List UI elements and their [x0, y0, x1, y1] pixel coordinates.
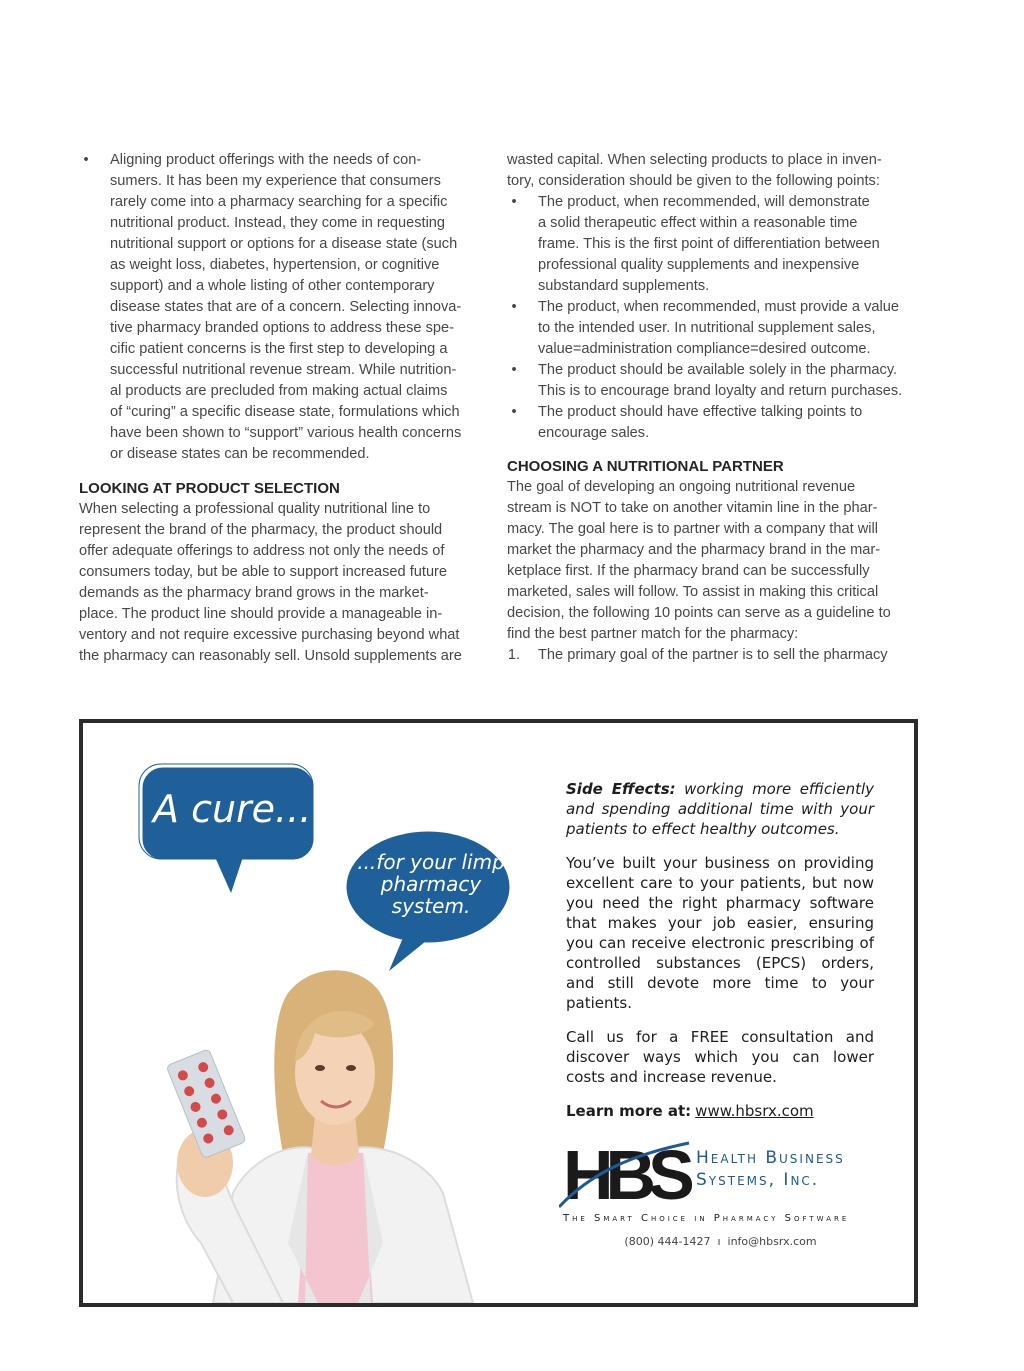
number-mark: 1.	[507, 647, 521, 663]
text-line: encourage sales.	[538, 425, 650, 441]
text-line: frame. This is the first point of differentiation between	[538, 236, 880, 252]
bullet-mark: •	[511, 194, 517, 210]
learn-more-label: Learn more at:	[566, 1102, 692, 1120]
text-line: represent the brand of the pharmacy, the product should	[79, 522, 443, 538]
text-line: of “curing” a specific disease state, formulations which	[110, 404, 460, 420]
bubble-line: system.	[391, 894, 471, 918]
pharmacist-photo	[166, 970, 473, 1303]
text-line: macy. The goal here is to partner with a company that will	[507, 521, 878, 537]
text-line: rarely come into a pharmacy searching for a specific	[110, 194, 448, 210]
side-effects-text: working more efficiently and spending additional time with your patients to effect healthy outcomes.	[566, 780, 875, 838]
phone-number: (800) 444-1427	[624, 1235, 711, 1248]
contact-separator: ı	[717, 1235, 721, 1248]
list-item	[507, 402, 915, 444]
section-heading-nutritional-partner: CHOOSING A NUTRITIONAL PARTNER	[507, 458, 784, 475]
text-line: stream is NOT to take on another vitamin line in the phar-	[507, 500, 878, 516]
text-line: ketplace first. If the pharmacy brand can be successfully	[507, 563, 870, 579]
text-line: This is to encourage brand loyalty and return purchases.	[538, 383, 903, 399]
section-heading-product-selection: LOOKING AT PRODUCT SELECTION	[79, 480, 340, 497]
text-line: al products are precluded from making actual claims	[110, 383, 448, 399]
text-line: decision, the following 10 points can serve as a guideline to	[507, 605, 891, 621]
bubble-line: pharmacy	[380, 872, 482, 896]
text-line: Aligning product offerings with the needs of con-	[110, 152, 422, 168]
text-line: place. The product line should provide a manageable in-	[79, 606, 443, 622]
ad-copy	[566, 779, 874, 1121]
list-item	[507, 297, 915, 360]
bullet-mark: •	[511, 404, 517, 420]
text-line: The primary goal of the partner is to sell the pharmacy	[538, 647, 888, 663]
side-effects-lead	[566, 779, 874, 839]
intro-bullet-text	[110, 150, 487, 465]
learn-more	[566, 1101, 874, 1121]
text-line: disease states that are of a concern. Selecting innova-	[110, 299, 462, 315]
text-line: the pharmacy can reasonably sell. Unsold supplements are	[79, 648, 462, 664]
intro-bullet	[79, 150, 487, 465]
ad-paragraph-2: Call us for a FREE consultation and discover ways which you can lower costs and increase revenue.	[566, 1028, 874, 1086]
text-line: value=administration compliance=desired outcome.	[538, 341, 871, 357]
nutritional-partner-body	[507, 477, 915, 645]
bullet-mark: •	[83, 152, 89, 168]
text-line: consumers today, but be able to support increased future	[79, 564, 448, 580]
bubble-line: ...for your limp	[357, 850, 505, 874]
text-line: support) and a whole listing of other contemporary	[110, 278, 435, 294]
text-line: wasted capital. When selecting products to place in inven-	[507, 152, 882, 168]
text-line: a solid therapeutic effect within a reasonable time	[538, 215, 858, 231]
text-line: The goal of developing an ongoing nutritional revenue	[507, 479, 856, 495]
bubble-text-limp-system	[343, 851, 519, 917]
bullet-mark: •	[511, 299, 517, 315]
company-line-2: Systems, Inc.	[696, 1170, 820, 1190]
text-line: tory, consideration should be given to the following points:	[507, 173, 880, 189]
left-column	[79, 150, 487, 667]
logo-letters: HBS	[563, 1136, 687, 1213]
bullet-mark: •	[511, 362, 517, 378]
text-line: or disease states can be recommended.	[110, 446, 370, 462]
text-line: sumers. It has been my experience that consumers	[110, 173, 441, 189]
contact-line	[563, 1235, 878, 1248]
text-line: ventory and not require excessive purchasing beyond what	[79, 627, 460, 643]
text-line: have been shown to “support” various health concerns	[110, 425, 462, 441]
text-line: professional quality supplements and inexpensive	[538, 257, 860, 273]
tagline: The Smart Choice in Pharmacy Software	[563, 1213, 850, 1224]
text-line: The product should be available solely in the pharmacy.	[538, 362, 898, 378]
text-line: tive pharmacy branded options to address these spe-	[110, 320, 454, 336]
numbered-item	[507, 645, 915, 666]
email-address[interactable]: info@hbsrx.com	[727, 1235, 817, 1248]
text-line: The product, when recommended, will demonstrate	[538, 194, 870, 210]
bubble-text-a-cure: A cure...	[153, 787, 312, 831]
text-line: nutritional product. Instead, they come in requesting	[110, 215, 446, 231]
list-item	[507, 192, 915, 297]
hbs-advertisement	[79, 719, 918, 1307]
company-line-1: Health Business	[696, 1148, 845, 1168]
text-line: marketed, sales will follow. To assist in making this critical	[507, 584, 879, 600]
ad-paragraph-1: You’ve built your business on providing excellent care to your patients, but now you need the right pharmacy software that makes your job easier, ensuring you can receive electronic prescribing of controlled substances (EPCS) orders, and still devote more time to your patients.	[566, 854, 874, 1012]
text-line: market the pharmacy and the pharmacy brand in the mar-	[507, 542, 881, 558]
text-line: When selecting a professional quality nutritional line to	[79, 501, 431, 517]
list-item	[507, 360, 915, 402]
website-link[interactable]: www.hbsrx.com	[695, 1102, 814, 1120]
text-line: demands as the pharmacy brand grows in the market-	[79, 585, 429, 601]
company-name	[696, 1147, 845, 1191]
text-line: to the intended user. In nutritional supplement sales,	[538, 320, 876, 336]
text-line: nutritional support or options for a disease state (such	[110, 236, 458, 252]
text-line: successful nutritional revenue stream. While nutrition-	[110, 362, 457, 378]
product-selection-body	[79, 499, 487, 667]
text-line: The product, when recommended, must provide a value	[538, 299, 899, 315]
side-effects-label: Side Effects:	[566, 780, 676, 798]
text-line: substandard supplements.	[538, 278, 710, 294]
text-line: cific patient concerns is the first step to developing a	[110, 341, 448, 357]
text-line: offer adequate offerings to address not only the needs of	[79, 543, 445, 559]
right-column	[507, 150, 915, 666]
text-line: find the best partner match for the pharmacy:	[507, 626, 799, 642]
text-line: The product should have effective talking points to	[538, 404, 863, 420]
text-line: as weight loss, diabetes, hypertension, or cognitive	[110, 257, 440, 273]
